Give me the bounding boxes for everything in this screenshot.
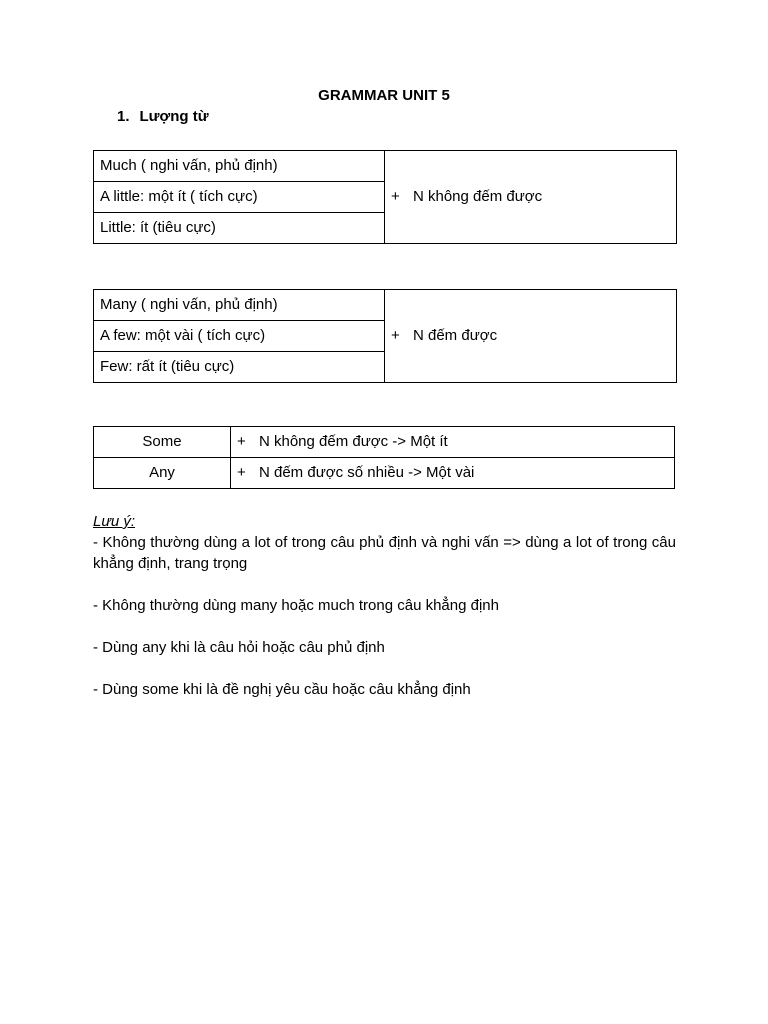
quantifier-cell: A few: một vài ( tích cực) [94, 321, 385, 352]
document-title: GRAMMAR UNIT 5 [318, 87, 450, 104]
countable-quantifier-table [93, 289, 677, 383]
table-row [94, 151, 677, 182]
quantifier-cell: A little: một ít ( tích cực) [94, 182, 385, 213]
quantifier-cell: Any [94, 458, 231, 489]
some-any-table [93, 426, 675, 489]
note-item: - Không thường dùng a lot of trong câu phủ định và nghi vấn => dùng a lot of trong câu khẳng định, trang trọng [93, 534, 676, 572]
quantifier-cell: Few: rất ít (tiêu cực) [94, 352, 385, 383]
plus-sign: + [237, 433, 246, 450]
quantifier-cell: Many ( nghi vấn, phủ định) [94, 290, 385, 321]
rule-text: N không đếm được -> Một ít [259, 433, 448, 450]
note-item: - Không thường dùng many hoặc much trong câu khẳng định [93, 597, 499, 614]
section-number: 1. [117, 108, 130, 125]
rule-text: N đếm được [413, 327, 498, 344]
table-row [94, 458, 675, 489]
rule-text: N không đếm được [413, 188, 543, 205]
plus-sign: + [391, 327, 400, 344]
rule-cell [385, 151, 677, 244]
table-row [94, 290, 677, 321]
plus-sign: + [391, 188, 400, 205]
section-heading-text: Lượng từ [139, 108, 209, 125]
table-row [94, 427, 675, 458]
quantifier-cell: Much ( nghi vấn, phủ định) [94, 151, 385, 182]
quantifier-cell: Some [94, 427, 231, 458]
uncountable-quantifier-table [93, 150, 677, 244]
rule-cell [231, 427, 675, 458]
section-heading [117, 108, 209, 125]
notes-title: Lưu ý: [93, 513, 136, 530]
rule-cell [385, 290, 677, 383]
note-item: - Dùng some khi là đề nghị yêu cầu hoặc câu khẳng định [93, 681, 471, 698]
notes-section [93, 511, 676, 700]
quantifier-cell: Little: ít (tiêu cực) [94, 213, 385, 244]
rule-cell [231, 458, 675, 489]
plus-sign: + [237, 464, 246, 481]
rule-text: N đếm được số nhiều -> Một vài [259, 464, 475, 481]
note-item: - Dùng any khi là câu hỏi hoặc câu phủ định [93, 639, 385, 656]
